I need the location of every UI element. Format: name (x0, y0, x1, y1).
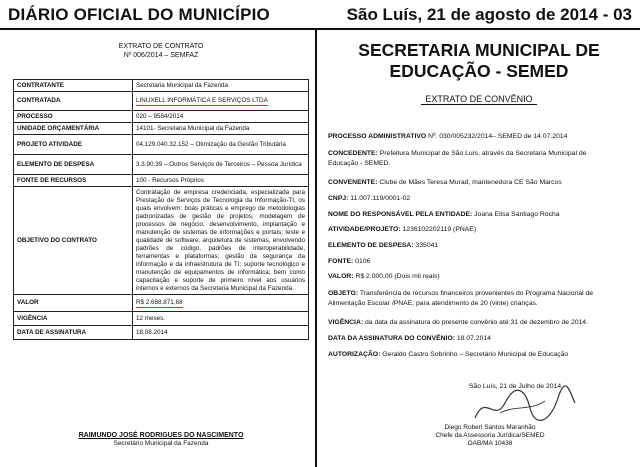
handwritten-signature (470, 383, 580, 428)
field-value: Transferência de recursos financeiros provenientes do Programa Nacional de Alimentação Escolar /PNAE, para atendimento de 20 (vinte) crianças. (328, 290, 594, 307)
field-authorization (328, 350, 618, 360)
table-row (14, 111, 309, 123)
row-value (133, 92, 309, 111)
row-value: Contratação de empresa credenciada, especializada para Prestação de Serviços de Tecnologia da Informação-TI, os quais envolvem: boas práticas e emprego de metodologias padronizadas de gestão de projetos; modelagem de processos de negócio; desenvolvimento, implantação e manutenção de sistemas de informações e portais; teste e qualidade de software; arquitetura de sistemas, envolvendo padrões de código, padrões de interoperabilidade, ferramentas e plataformas; gestão da segurança da informação e da infraestrutura de TI; suporte tecnológico e manutenção de equipamentos de informática; bem como capacitação e suporte de primeiro nível aos usuários internos e externos da Secretaria Municipal da Fazenda. (133, 187, 309, 295)
field-process (328, 132, 618, 142)
field-value: 18.07.2014 (455, 335, 491, 342)
field-label: ELEMENTO DE DESPESA: (328, 242, 414, 249)
row-value (133, 295, 309, 312)
table-row (14, 80, 309, 92)
table-row (14, 175, 309, 187)
table-row (14, 312, 309, 326)
agreement-extract-title (322, 94, 636, 104)
field-value: 335041 (413, 242, 439, 249)
field-label: VALOR: (328, 273, 354, 280)
row-label: VALOR (14, 295, 133, 312)
place-date: São Luís, 21 de Julho de 2014 (468, 383, 562, 390)
agreement-signer-name: Diego Roberi Santos Maranhão (444, 424, 536, 431)
department-line-1: SECRETARIA MUNICIPAL DE (358, 40, 600, 60)
agreement-extract-title-text: EXTRATO DE CONVÊNIO (421, 94, 536, 105)
column-divider (315, 30, 317, 467)
field-value: Joana Elisa Santiago Rocha (472, 211, 560, 218)
field-value: Geraldo Castro Sobrinho – Secretário Municipal de Educação (380, 351, 569, 358)
field-activity (328, 225, 618, 235)
agreement-signer-oab: OAB/MA 10438 (467, 440, 513, 447)
newspaper-title: DIÁRIO OFICIAL DO MUNICÍPIO (8, 5, 270, 24)
table-row (14, 155, 309, 175)
field-grantor (328, 149, 618, 169)
row-label: PROCESSO (14, 111, 133, 123)
field-grantee (328, 178, 618, 188)
department-heading (322, 40, 636, 82)
field-label: DATA DA ASSINATURA DO CONVÊNIO: (328, 335, 455, 342)
row-label: FONTE DE RECURSOS (14, 175, 133, 187)
field-label: PROCESSO ADMINISTRATIVO (328, 133, 427, 140)
field-label: NOME DO RESPONSÁVEL PELA ENTIDADE: (328, 211, 473, 218)
row-label: PROJETO ATIVIDADE (14, 135, 133, 155)
field-label: CONVENENTE: (328, 179, 378, 186)
field-object (328, 289, 618, 309)
field-label: VIGÊNCIA: (328, 319, 364, 326)
row-value: 100 - Recursos Próprios (133, 175, 309, 187)
row-label: CONTRATANTE (14, 80, 133, 92)
row-value: 12 meses. (133, 312, 309, 326)
field-signature-date (328, 334, 618, 344)
row-value: 14101- Secretaria Municipal da Fazenda (133, 123, 309, 135)
contract-extract-heading (12, 42, 310, 60)
issue-date-page: São Luís, 21 de agosto de 2014 - 03 (346, 5, 632, 24)
field-label: CNPJ: (328, 195, 349, 202)
field-value: R$ 2.000,00 (Dois mil reais) (353, 273, 440, 280)
agreement-signer (400, 424, 580, 448)
table-row (14, 187, 309, 295)
masthead (0, 0, 640, 30)
field-value: Clube de Mães Teresa Murad, mantenedora CE São Marcos (377, 179, 562, 186)
field-expense-element (328, 241, 618, 251)
row-label: OBJETIVO DO CONTRATO (14, 187, 133, 295)
row-label: CONTRATADA (14, 92, 133, 111)
table-row (14, 123, 309, 135)
field-responsible (328, 210, 618, 220)
row-label: UNIDADE ORÇAMENTÁRIA (14, 123, 133, 135)
field-value-amount (328, 272, 618, 282)
field-value: Prefeitura Municipal de São Luís, através da Secretaria Municipal de Educação - SEMED. (328, 150, 587, 167)
row-value: 04.129.040.32.152 – Otimização da Gestão Tributária (133, 135, 309, 155)
table-row (14, 295, 309, 312)
table-row (14, 326, 309, 340)
field-value: 1236102202119 (PNAE) (400, 226, 477, 233)
field-source (328, 257, 618, 267)
contract-extract-title: EXTRATO DE CONTRATO (118, 43, 204, 50)
field-label: FONTE: (328, 258, 354, 265)
agreement-signer-role: Chefe da Assessoria Jurídica/SEMED (435, 432, 545, 439)
contract-extract-number: Nº 006/2014 – SEMFAZ (123, 52, 199, 59)
department-line-2: EDUCAÇÃO - SEMED (389, 61, 569, 81)
signer-name: RAIMUNDO JOSÉ RODRIGUES DO NASCIMENTO (78, 432, 244, 439)
row-value: 3.3.90.39 – Outros Serviços de Terceiros – Pessoa Jurídica (133, 155, 309, 175)
field-validity (328, 318, 618, 328)
table-row (14, 92, 309, 111)
field-label: ATIVIDADE/PROJETO: (328, 226, 401, 233)
field-label: AUTORIZAÇÃO: (328, 351, 381, 358)
contract-table (13, 79, 309, 340)
field-cnpj (328, 194, 618, 204)
table-row (14, 135, 309, 155)
row-value: Secretaria Municipal da Fazenda (133, 80, 309, 92)
row-label: ELEMENTO DE DESPESA (14, 155, 133, 175)
row-value: 020 – 9584/2014 (133, 111, 309, 123)
row-value: 18.08.2014 (133, 326, 309, 340)
row-label: DATA DE ASSINATURA (14, 326, 133, 340)
field-value: da data da assinatura do presente convênio até 31 de dezembro de 2014. (363, 319, 588, 326)
contract-signature-block (12, 432, 310, 447)
field-label: OBJETO: (328, 290, 359, 297)
field-label: CONCEDENTE: (328, 150, 378, 157)
field-value: 11.007.119/0001-02 (348, 195, 411, 202)
row-label: VIGÊNCIA (14, 312, 133, 326)
field-value: Nº. 030/005232/2014– SEMED de 14.07.2014 (426, 133, 568, 140)
contract-value: R$ 2.688.871,68 (136, 298, 183, 306)
contractor-name: LINUXELL INFORMÁTICA E SERVIÇOS LTDA (136, 96, 268, 104)
signer-role: Secretário Municipal da Fazenda (113, 440, 209, 447)
field-value: 0106 (353, 258, 371, 265)
